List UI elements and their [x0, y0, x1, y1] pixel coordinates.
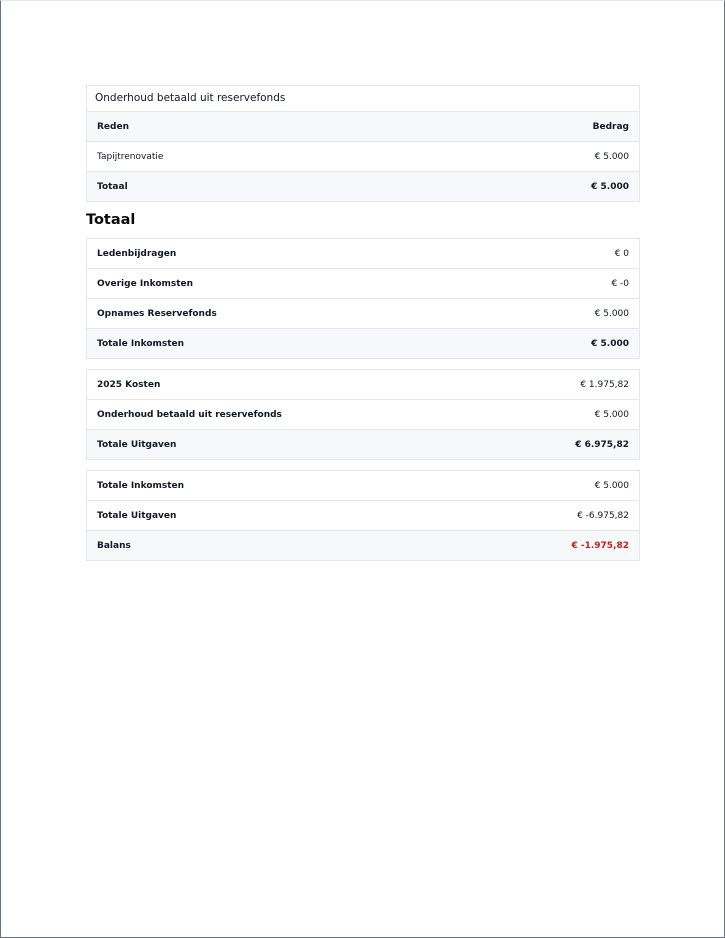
- report-content: [86, 85, 640, 561]
- row-amount: € 0: [614, 248, 629, 259]
- table-row: [87, 400, 639, 430]
- row-label: Totale Inkomsten: [97, 480, 185, 491]
- balance-total-row: [87, 531, 639, 560]
- reserve-maintenance-table: [86, 85, 640, 202]
- table-row: [87, 269, 639, 299]
- table-total-row: [87, 329, 639, 358]
- table-row: [87, 471, 639, 501]
- row-amount: € 1.975,82: [580, 379, 629, 390]
- balance-label: Balans: [97, 540, 131, 551]
- total-amount: € 6.975,82: [575, 439, 629, 450]
- row-label: Ledenbijdragen: [97, 248, 177, 259]
- total-label: Totale Inkomsten: [97, 338, 185, 349]
- row-label: Totale Uitgaven: [97, 510, 177, 521]
- total-label: Totale Uitgaven: [97, 439, 177, 450]
- row-amount: € -0: [611, 278, 629, 289]
- row-amount: € 5.000: [594, 480, 629, 491]
- total-label: Totaal: [97, 181, 128, 192]
- table-title: Onderhoud betaald uit reservefonds: [87, 86, 639, 112]
- expenses-table: [86, 369, 640, 460]
- balance-amount: € -1.975,82: [571, 540, 629, 551]
- income-table: [86, 238, 640, 359]
- row-amount: € -6.975,82: [577, 510, 629, 521]
- total-amount: € 5.000: [591, 338, 629, 349]
- column-header-amount: Bedrag: [592, 121, 629, 132]
- total-amount: € 5.000: [591, 181, 629, 192]
- table-row: [87, 501, 639, 531]
- balance-table: [86, 470, 640, 561]
- row-label: 2025 Kosten: [97, 379, 161, 390]
- table-row: [87, 239, 639, 269]
- table-row: [87, 299, 639, 329]
- table-header-row: [87, 112, 639, 142]
- row-label: Overige Inkomsten: [97, 278, 194, 289]
- row-label: Onderhoud betaald uit reservefonds: [97, 409, 282, 420]
- section-heading-totaal: Totaal: [86, 212, 136, 228]
- column-header-reason: Reden: [97, 121, 129, 132]
- table-total-row: [87, 172, 639, 201]
- table-row: [87, 370, 639, 400]
- row-amount: € 5.000: [594, 409, 629, 420]
- row-reason: Tapijtrenovatie: [97, 151, 164, 162]
- row-amount: € 5.000: [594, 151, 629, 162]
- row-amount: € 5.000: [594, 308, 629, 319]
- row-label: Opnames Reservefonds: [97, 308, 217, 319]
- table-row: [87, 142, 639, 172]
- table-total-row: [87, 430, 639, 459]
